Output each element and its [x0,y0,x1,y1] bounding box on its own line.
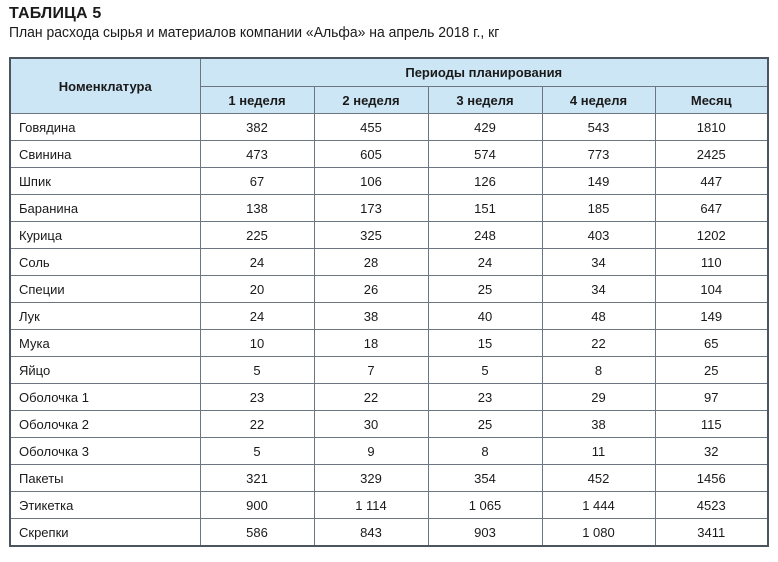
table-row [10,141,768,168]
week-4-cell: 543 [542,114,655,141]
table-row [10,330,768,357]
week-1-cell: 5 [200,357,314,384]
week-3-cell: 429 [428,114,542,141]
week-2-cell: 18 [314,330,428,357]
header-week-4: 4 неделя [542,87,655,114]
week-1-cell: 900 [200,492,314,519]
week-2-cell: 30 [314,411,428,438]
week-4-cell: 773 [542,141,655,168]
week-2-cell: 325 [314,222,428,249]
week-2-cell: 455 [314,114,428,141]
week-4-cell: 29 [542,384,655,411]
table-row [10,276,768,303]
header-periods-group: Периоды планирования [200,58,768,87]
week-1-cell: 586 [200,519,314,547]
week-1-cell: 382 [200,114,314,141]
row-name-cell: Оболочка 2 [10,411,200,438]
week-2-cell: 605 [314,141,428,168]
month-total-cell: 647 [655,195,768,222]
table-title: План расхода сырья и материалов компании «Альфа» на апрель 2018 г., кг [9,24,500,41]
month-total-cell: 149 [655,303,768,330]
week-3-cell: 8 [428,438,542,465]
month-total-cell: 25 [655,357,768,384]
week-3-cell: 354 [428,465,542,492]
week-4-cell: 48 [542,303,655,330]
week-2-cell: 22 [314,384,428,411]
week-4-cell: 185 [542,195,655,222]
week-2-cell: 106 [314,168,428,195]
week-3-cell: 574 [428,141,542,168]
week-3-cell: 15 [428,330,542,357]
week-2-cell: 173 [314,195,428,222]
table-row [10,249,768,276]
row-name-cell: Шпик [10,168,200,195]
week-1-cell: 24 [200,249,314,276]
row-name-cell: Оболочка 1 [10,384,200,411]
week-1-cell: 10 [200,330,314,357]
table-row [10,438,768,465]
table-row [10,465,768,492]
week-3-cell: 23 [428,384,542,411]
week-4-cell: 22 [542,330,655,357]
week-1-cell: 321 [200,465,314,492]
table-row [10,384,768,411]
week-4-cell: 11 [542,438,655,465]
week-1-cell: 20 [200,276,314,303]
week-4-cell: 8 [542,357,655,384]
header-nomenclature: Номенклатура [10,58,200,114]
table-row [10,195,768,222]
month-total-cell: 115 [655,411,768,438]
week-3-cell: 248 [428,222,542,249]
week-4-cell: 452 [542,465,655,492]
week-3-cell: 1 065 [428,492,542,519]
week-3-cell: 126 [428,168,542,195]
week-1-cell: 24 [200,303,314,330]
row-name-cell: Свинина [10,141,200,168]
row-name-cell: Соль [10,249,200,276]
week-2-cell: 1 114 [314,492,428,519]
week-1-cell: 67 [200,168,314,195]
table-row [10,168,768,195]
table-header [10,58,768,114]
week-4-cell: 1 444 [542,492,655,519]
month-total-cell: 2425 [655,141,768,168]
table-row [10,411,768,438]
week-3-cell: 903 [428,519,542,547]
table-row [10,519,768,547]
week-1-cell: 23 [200,384,314,411]
header-month: Месяц [655,87,768,114]
week-1-cell: 138 [200,195,314,222]
header-week-2: 2 неделя [314,87,428,114]
month-total-cell: 104 [655,276,768,303]
row-name-cell: Баранина [10,195,200,222]
table-row [10,222,768,249]
week-2-cell: 7 [314,357,428,384]
week-1-cell: 5 [200,438,314,465]
month-total-cell: 1202 [655,222,768,249]
row-name-cell: Оболочка 3 [10,438,200,465]
table-row [10,357,768,384]
week-4-cell: 34 [542,276,655,303]
month-total-cell: 1810 [655,114,768,141]
month-total-cell: 4523 [655,492,768,519]
header-row-1 [10,58,768,87]
row-name-cell: Этикетка [10,492,200,519]
week-4-cell: 403 [542,222,655,249]
week-4-cell: 149 [542,168,655,195]
month-total-cell: 3411 [655,519,768,547]
week-1-cell: 473 [200,141,314,168]
table-body [10,114,768,547]
week-2-cell: 9 [314,438,428,465]
row-name-cell: Говядина [10,114,200,141]
week-4-cell: 38 [542,411,655,438]
row-name-cell: Специи [10,276,200,303]
month-total-cell: 97 [655,384,768,411]
row-name-cell: Пакеты [10,465,200,492]
week-3-cell: 24 [428,249,542,276]
week-1-cell: 22 [200,411,314,438]
table-caption [9,4,536,42]
week-2-cell: 329 [314,465,428,492]
row-name-cell: Скрепки [10,519,200,547]
week-3-cell: 151 [428,195,542,222]
month-total-cell: 32 [655,438,768,465]
week-2-cell: 38 [314,303,428,330]
consumption-plan-table [9,57,769,547]
week-3-cell: 25 [428,411,542,438]
week-2-cell: 28 [314,249,428,276]
month-total-cell: 1456 [655,465,768,492]
header-week-3: 3 неделя [428,87,542,114]
week-3-cell: 5 [428,357,542,384]
month-total-cell: 110 [655,249,768,276]
week-2-cell: 26 [314,276,428,303]
table-row [10,492,768,519]
row-name-cell: Лук [10,303,200,330]
row-name-cell: Курица [10,222,200,249]
row-name-cell: Яйцо [10,357,200,384]
header-week-1: 1 неделя [200,87,314,114]
table-number-label: ТАБЛИЦА 5 [9,5,102,22]
month-total-cell: 447 [655,168,768,195]
week-2-cell: 843 [314,519,428,547]
week-1-cell: 225 [200,222,314,249]
row-name-cell: Мука [10,330,200,357]
table-row [10,303,768,330]
week-4-cell: 1 080 [542,519,655,547]
week-3-cell: 25 [428,276,542,303]
week-4-cell: 34 [542,249,655,276]
table-row [10,114,768,141]
table-container [9,57,767,547]
week-3-cell: 40 [428,303,542,330]
month-total-cell: 65 [655,330,768,357]
